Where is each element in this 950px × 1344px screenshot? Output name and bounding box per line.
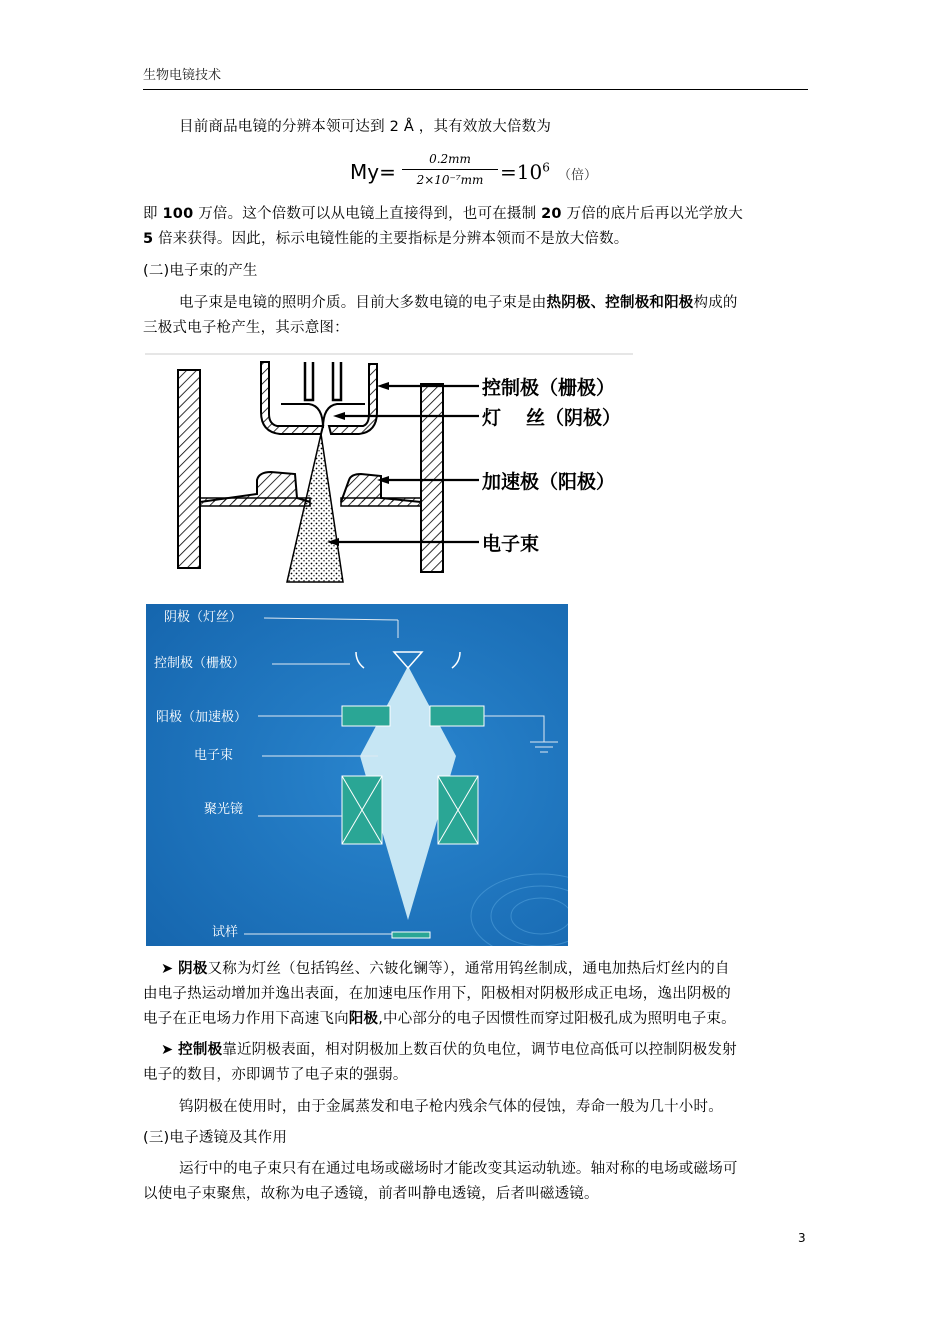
filament-holder-left (305, 362, 313, 400)
label-beam: 电子束 (194, 748, 234, 763)
paragraph-magnification-1: 即 100 万倍。这个倍数可以从电镜上直接得到，也可在摄制 20 万倍的底片后再以光学放大 (143, 206, 743, 222)
bullet-control-2: 电子的数目，亦即调节了电子束的强弱。 (143, 1067, 408, 1083)
paragraph-beam-1: 电子束是电镜的照明介质。目前大多数电镜的电子束是由热阴极、控制极和阳极构成的 (179, 295, 738, 311)
anode-left-plate (342, 706, 390, 726)
section-title-electron-lens: (三)电子透镜及其作用 (143, 1130, 288, 1146)
bullet-cathode-1: ➤ 阴极又称为灯丝（包括钨丝、六铍化镧等），通常用钨丝制成，通电加热后灯丝内的自 (161, 961, 730, 977)
paragraph-resolution: 目前商品电镜的分辨本领可达到 2 Å ，其有效放大倍数为 (179, 119, 552, 135)
label-filament-b: 丝（阴极） (526, 407, 622, 429)
label-control-grid: 控制极（栅极） (482, 377, 616, 399)
section-title-electron-beam: (二)电子束的产生 (143, 263, 258, 279)
label-specimen: 试样 (212, 925, 239, 940)
label-condenser: 聚光镜 (204, 802, 244, 817)
formula-unit: （倍） (558, 168, 598, 183)
electron-gun-schematic (146, 604, 568, 946)
formula-fraction (402, 150, 498, 189)
electron-gun-sketch (145, 352, 635, 584)
fraction-bar (402, 169, 498, 170)
formula-rhs-base: =10 (500, 160, 543, 184)
anode-plate-left (200, 498, 310, 506)
anode-plate-right (341, 498, 421, 506)
paragraph-lens-2: 以使电子束聚焦，故称为电子透镜，前者叫静电透镜，后者叫磁透镜。 (143, 1186, 599, 1202)
label-accelerating-anode: 加速极（阳极） (482, 471, 616, 493)
paragraph-magnification-2: 5 倍来获得。因此，标示电镜性能的主要指标是分辨本领而不是放大倍数。 (143, 231, 629, 247)
header-rule (143, 89, 808, 90)
right-wall (421, 384, 443, 572)
formula-exponent: 6 (542, 160, 550, 175)
bullet-cathode-3: 电子在正电场力作用下高速飞向阳极,中心部分的电子因惯性而穿过阳极孔成为照明电子束。 (143, 1011, 736, 1027)
formula-numerator: 0.2mm (429, 152, 471, 166)
label-cathode: 阴极（灯丝） (164, 610, 243, 625)
magnification-formula (350, 150, 650, 198)
bullet-arrow-icon: ➤ (161, 1042, 174, 1058)
formula-lhs: My= (350, 160, 396, 184)
label-electron-beam: 电子束 (482, 533, 540, 555)
anode-right-plate (430, 706, 484, 726)
running-header: 生物电镜技术 (143, 68, 222, 83)
paragraph-tungsten-life: 钨阴极在使用时，由于金属蒸发和电子枪内残余气体的侵蚀，寿命一般为几十小时。 (179, 1099, 723, 1115)
label-control-electrode: 控制极（栅极） (154, 656, 246, 671)
bullet-arrow-icon: ➤ (161, 961, 174, 977)
specimen-stage (392, 932, 430, 938)
label-anode: 阳极（加速极） (156, 710, 248, 725)
paragraph-beam-2: 三极式电子枪产生，其示意图： (143, 320, 349, 336)
bullet-control-1: ➤ 控制极靠近阴极表面，相对阴极加上数百伏的负电位，调节电位高低可以控制阴极发射 (161, 1042, 737, 1058)
condenser-lens-left (342, 776, 382, 844)
label-filament-a: 灯 (482, 407, 502, 429)
filament-holder-right (333, 362, 341, 400)
left-wall (178, 370, 200, 568)
beam-cone (287, 434, 343, 582)
condenser-lens-right (438, 776, 478, 844)
bullet-cathode-2: 由电子热运动增加并逸出表面，在加速电压作用下，阳极相对阴极形成正电场，逸出阴极的 (143, 986, 731, 1002)
formula-denominator: 2×10⁻⁷mm (416, 173, 484, 187)
formula-rhs (500, 160, 550, 184)
paragraph-lens-1: 运行中的电子束只有在通过电场或磁场时才能改变其运动轨迹。轴对称的电场或磁场可 (179, 1161, 738, 1177)
page-number: 3 (798, 1231, 806, 1245)
